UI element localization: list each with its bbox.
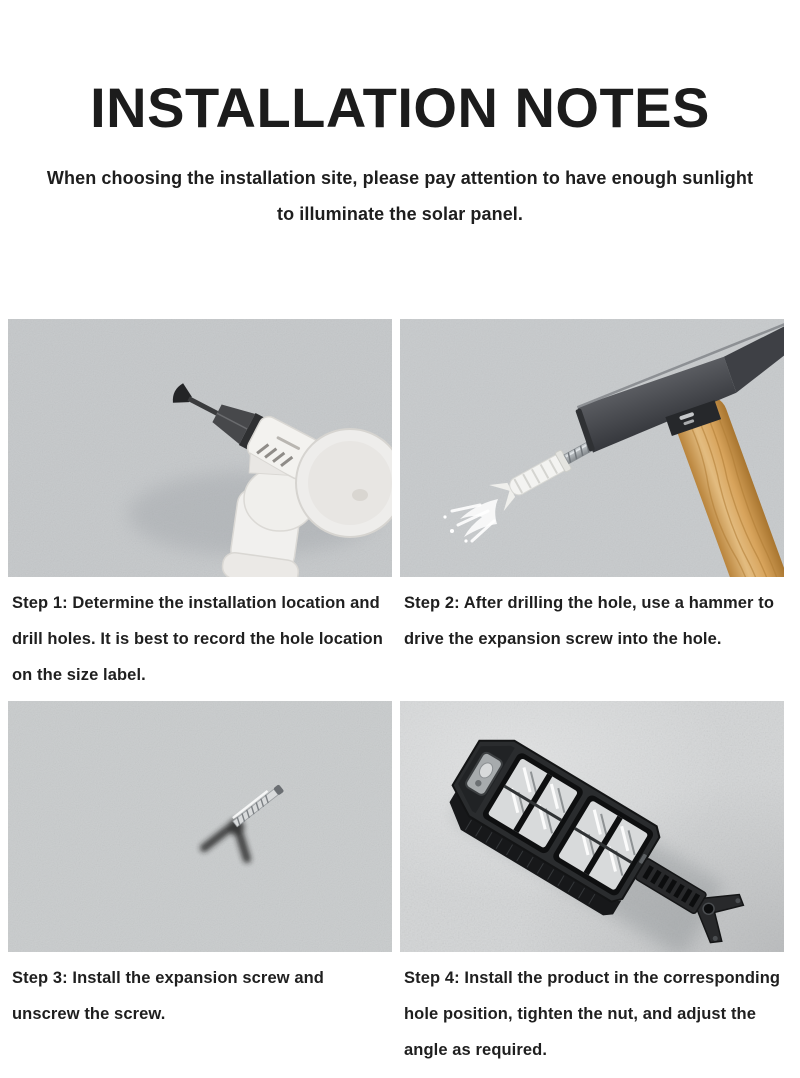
drill-end-cap bbox=[296, 429, 392, 537]
page-title: INSTALLATION NOTES bbox=[90, 76, 710, 139]
drill-photo-illustration bbox=[8, 319, 392, 577]
steps-grid bbox=[0, 319, 800, 1076]
step-4-caption: Step 4: Install the product in the corresponding hole position, tighten the nut, and adjust the angle as required. bbox=[404, 969, 781, 1059]
step-1-caption: Step 1: Determine the installation location and drill holes. It is best to record the hole location on the size label. bbox=[12, 594, 383, 684]
page-subtitle: When choosing the installation site, please pay attention to have enough sunlight to illuminate the solar panel. bbox=[46, 168, 754, 224]
screw-in-wall-photo-illustration bbox=[8, 701, 392, 952]
step-2-caption: Step 2: After drilling the hole, use a hammer to drive the expansion screw into the hole. bbox=[404, 594, 774, 648]
hammer-photo-illustration bbox=[400, 319, 784, 577]
step-3-caption: Step 3: Install the expansion screw and unscrew the screw. bbox=[12, 969, 324, 1023]
street-light-photo-illustration bbox=[400, 701, 784, 952]
